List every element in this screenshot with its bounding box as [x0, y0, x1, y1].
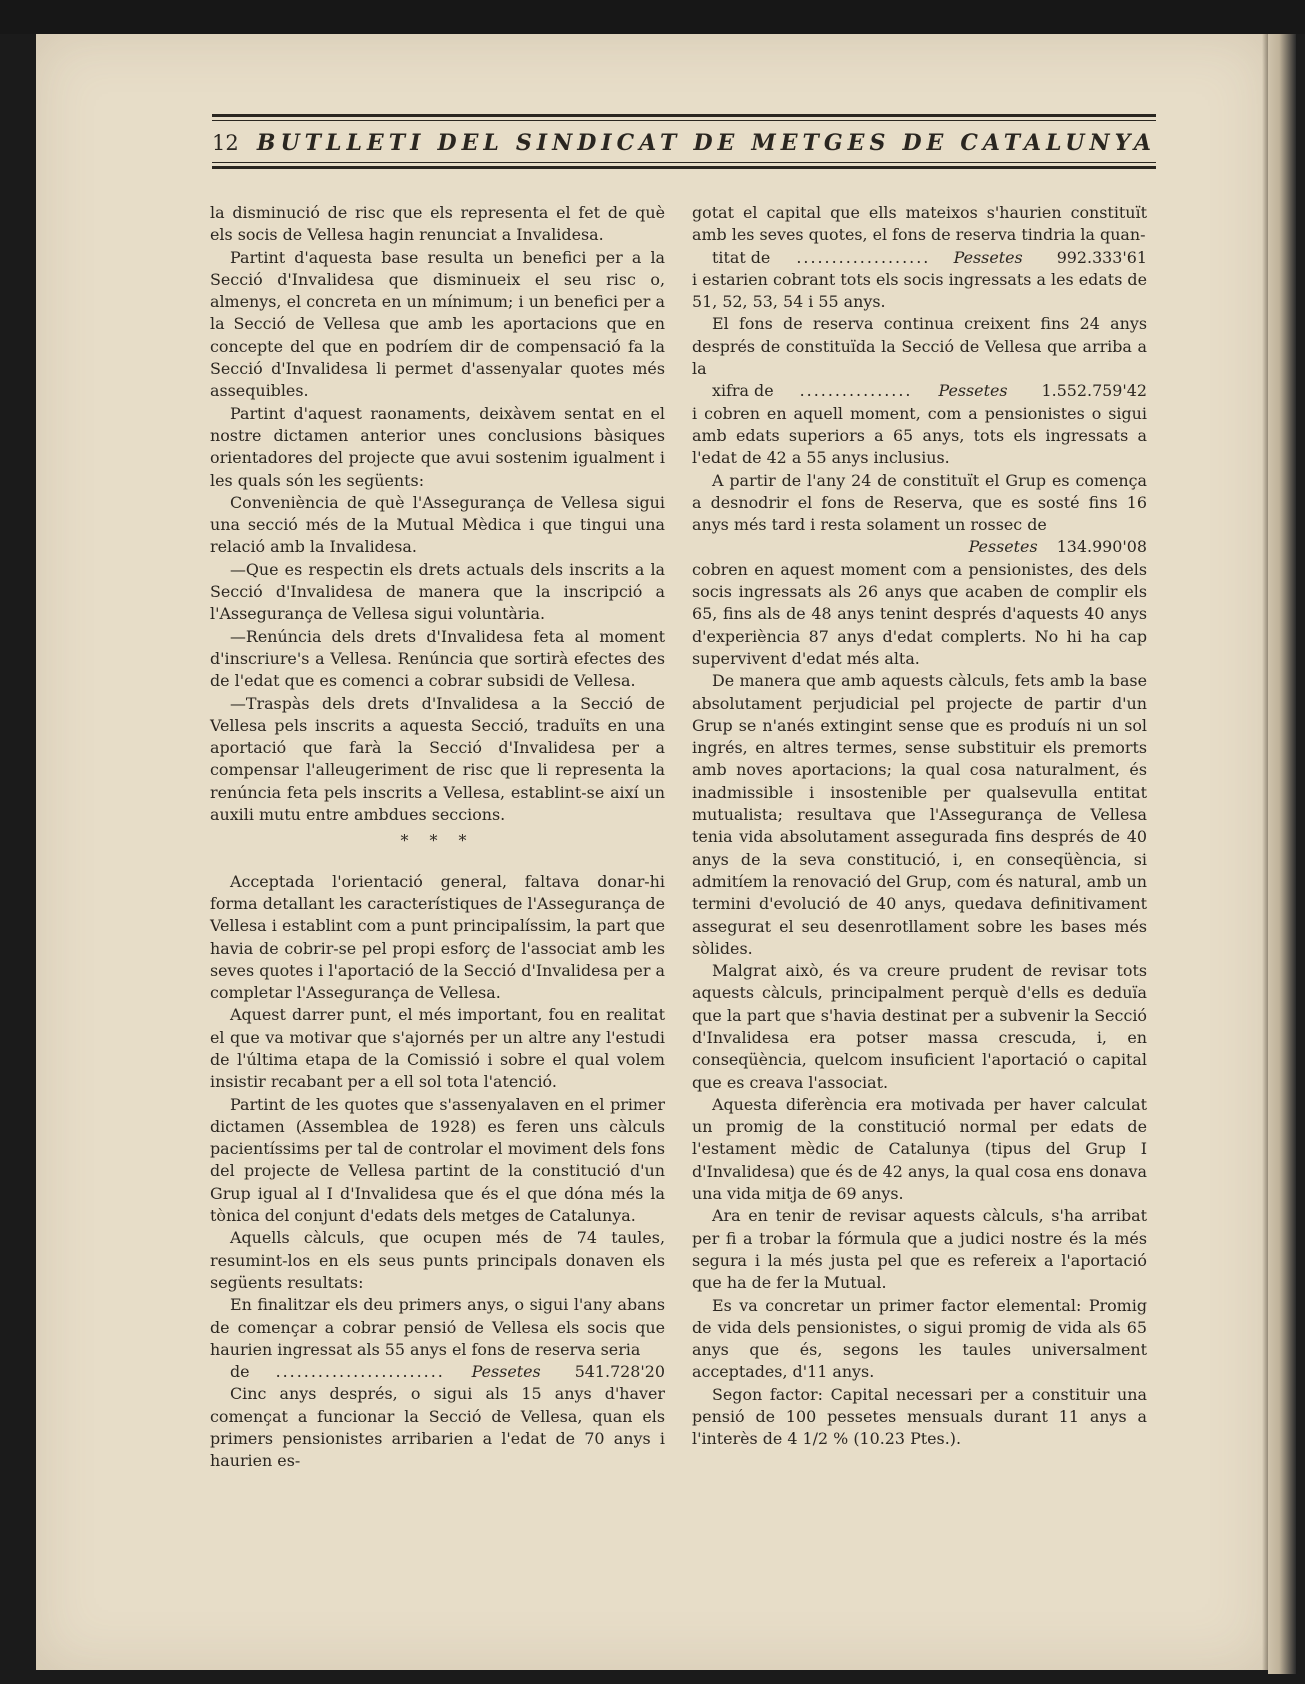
- sum-label: de: [230, 1362, 250, 1382]
- paragraph: Partint d'aquest raonaments, deixàvem sentat en el nostre dictamen anterior unes conclusions bàsiques orientadores del projecte que avui sostenim igualment i les quals són les següents:: [210, 403, 665, 490]
- header-word: DE: [902, 130, 949, 156]
- paragraph: De manera que amb aquests càlculs, fets amb la base absolutament perjudicial pel projecte de partir d'un Grup se n'anés extingint sense que es produís ni un sol ingrés, en altres termes, sense substituir els premorts amb noves aportacions; la qual cosa naturalment, és inadmissible i insostenible per qualsevulla entitat mutualista; resultava que l'Assegurança de Vellesa tenia vida absolutament assegurada fins després de 40 anys de la seva constitució, i, en conseqüència, si admitíem la renovació del Grup, com és natural, amb un termini d'evolució de 40 anys, quedava definitivament assegurat el seu desenrotllament sobre les bases més sòlides.: [692, 671, 1147, 958]
- right-column: [692, 202, 1147, 1451]
- paragraph: cobren en aquest moment com a pensionistes, des dels socis ingressats als 26 anys que acaben de complir els 65, fins als de 48 anys tenint després d'aquests 40 anys d'experiència 87 anys d'edat complerts. No hi ha cap supervivent d'edat més alta.: [692, 559, 1147, 668]
- sum-line: [692, 380, 1147, 402]
- scan-background-top: [0, 0, 1305, 34]
- paragraph: la disminució de risc que els representa el fet de què els socis de Vellesa hagin renunciat a Invalidesa.: [210, 203, 665, 245]
- paragraph: Aquells càlculs, que ocupen més de 74 taules, resumint-los en els seus punts principals donaven els següents resultats:: [210, 1228, 665, 1292]
- sum-amount: 992.333'61: [1056, 247, 1147, 267]
- sum-amount: 541.728'20: [574, 1362, 665, 1382]
- paragraph: i estarien cobrant tots els socis ingressats a les edats de 51, 52, 53, 54 i 55 anys.: [692, 269, 1147, 312]
- header-word: METGES: [751, 130, 891, 156]
- paragraph: Es va concretar un primer factor elemental: Promig de vida dels pensionistes, o sigui promig de vida als 65 anys que és, segons les taules universalment acceptades, d'11 anys.: [692, 1295, 1147, 1382]
- header-rule-top-thin: [212, 120, 1156, 121]
- leader-dots: [256, 1361, 446, 1383]
- header-word: BUTLLETI: [256, 130, 426, 156]
- header-word: CATALUNYA: [960, 130, 1156, 156]
- sum-currency: Pessetes: [471, 1362, 541, 1382]
- paragraph: —Traspàs dels drets d'Invalidesa a la Secció de Vellesa pels inscrits a aquesta Secció, traduïts en una aportació que farà la Secció d'Invalidesa per a compensar l'alleugeriment de risc que li representa la renúncia feta pels inscrits a Vellesa, establint-se així un auxili mutu entre ambdues seccions.: [210, 693, 665, 825]
- sum-currency: Pessetes: [953, 247, 1023, 267]
- sum-line: [692, 536, 1147, 558]
- sum-label: titat de: [712, 247, 771, 267]
- sum-currency: Pessetes: [968, 537, 1038, 557]
- paragraph: —Que es respectin els drets actuals dels inscrits a la Secció d'Invalidesa de manera que la inscripció a l'Assegurança de Vellesa sigui voluntària.: [210, 559, 665, 624]
- sum-currency: Pessetes: [938, 381, 1008, 401]
- leader-dots: [780, 380, 913, 402]
- header-line: [212, 128, 1156, 158]
- sum-line: [692, 247, 1147, 269]
- header-rule-bottom: [212, 166, 1156, 169]
- header-rule-bottom-thin: [212, 162, 1156, 163]
- paragraph: Aquesta diferència era motivada per haver calculat un promig de la constitució normal per edats de l'estament mèdic de Catalunya (tipus del Grup I d'Invalidesa) que és de 42 anys, la qual cosa ens donava una vida mitja de 69 anys.: [692, 1094, 1147, 1204]
- header-rule-top: [212, 114, 1156, 117]
- page-number: 12: [212, 131, 239, 155]
- page-edge: [1268, 34, 1296, 1674]
- running-header: [212, 114, 1156, 172]
- paragraph: Partint de les quotes que s'assenyalaven en el primer dictamen (Assemblea de 1928) es feren uns càlculs pacientíssims per tal de controlar el moviment dels fons del projecte de Vellesa partint de la constitució d'un Grup igual al I d'Invalidesa que és el que dóna més la tònica del conjunt d'edats dels metges de Catalunya.: [210, 1094, 665, 1226]
- paragraph: Cinc anys després, o sigui als 15 anys d'haver començat a funcionar la Secció de Vellesa, quan els primers pensionistes arribarien a l'edat de 70 anys i haurien es-: [210, 1384, 665, 1471]
- sum-amount: 1.552.759'42: [1041, 381, 1147, 401]
- left-column: [210, 202, 665, 1473]
- paragraph: Malgrat això, és va creure prudent de revisar tots aquests càlculs, principalment perquè d'ells es deduïa que la part que s'havia destinat per a subvenir la Secció d'Invalidesa era potser massa crescuda, i, en conseqüència, quelcom insuficient l'aportació o capital que es creava l'associat.: [692, 961, 1147, 1092]
- paragraph: Aquest darrer punt, el més important, fou en realitat el que va motivar que s'ajornés per un altre any l'estudi de l'última etapa de la Comissió i sobre el qual volem insistir recabant per a ell sol tota l'atenció.: [210, 1005, 665, 1092]
- header-word: DE: [693, 130, 740, 156]
- paragraph: A partir de l'any 24 de constituït el Grup es comença a desnodrir el fons de Reserva, que es sosté fins 16 anys més tard i resta solament un rossec de: [692, 470, 1147, 535]
- header-word: SINDICAT: [515, 130, 682, 156]
- paragraph: Acceptada l'orientació general, faltava donar-hi forma detallant les característiques de l'Assegurança de Vellesa i establint com a punt principalíssim, la part que havia de cobrir-se pel propi esforç de l'associat amb les seves quotes i l'aportació de la Secció d'Invalidesa per a completar l'Assegurança de Vellesa.: [210, 871, 665, 1003]
- paragraph: Conveniència de què l'Assegurança de Vellesa sigui una secció més de la Mutual Mèdica i que tingui una relació amb la Invalidesa.: [210, 492, 665, 557]
- paragraph: —Renúncia dels drets d'Invalidesa feta al moment d'inscriure's a Vellesa. Renúncia que sortirà efectes des de l'edat que es comenci a cobrar subsidi de Vellesa.: [210, 626, 665, 691]
- header-word: DEL: [437, 130, 504, 156]
- sum-line: [210, 1361, 665, 1383]
- section-separator: * * *: [400, 831, 475, 851]
- paragraph: i cobren en aquell moment, com a pensionistes o sigui amb edats superiors a 65 anys, tots els ingressats a l'edat de 42 a 55 anys inclusius.: [692, 403, 1147, 468]
- paragraph: Partint d'aquesta base resulta un benefici per a la Secció d'Invalidesa que disminueix el seu risc o, almenys, el concreta en un mínimum; i un benefici per a la Secció de Vellesa que amb les aportacions que en concepte del que en podríem dir de compensació fa la Secció d'Invalidesa li permet d'assenyalar quotes més assequibles.: [210, 247, 665, 401]
- paragraph: Ara en tenir de revisar aquests càlculs, s'ha arribat per fi a trobar la fórmula que a judici nostre és la més segura i la més justa pel que es refereix a l'aportació que ha de fer la Mutual.: [692, 1206, 1147, 1293]
- leader-dots: [776, 247, 927, 269]
- paragraph: El fons de reserva continua creixent fins 24 anys després de constituïda la Secció de Vellesa que arriba a la: [692, 314, 1147, 379]
- paragraph: gotat el capital que ells mateixos s'haurien constituït amb les seves quotes, el fons de reserva tindria la quan-: [692, 203, 1147, 245]
- paragraph: Segon factor: Capital necessari per a constituir una pensió de 100 pessetes mensuals durant 11 anys a l'interès de 4 1/2 % (10.23 Ptes.).: [692, 1384, 1147, 1449]
- paragraph: En finalitzar els deu primers anys, o sigui l'any abans de començar a cobrar pensió de Vellesa els socis que haurien ingressat als 55 anys el fons de reserva seria: [210, 1295, 665, 1359]
- sum-label: xifra de: [712, 381, 774, 401]
- sum-amount: 134.990'08: [1056, 537, 1147, 557]
